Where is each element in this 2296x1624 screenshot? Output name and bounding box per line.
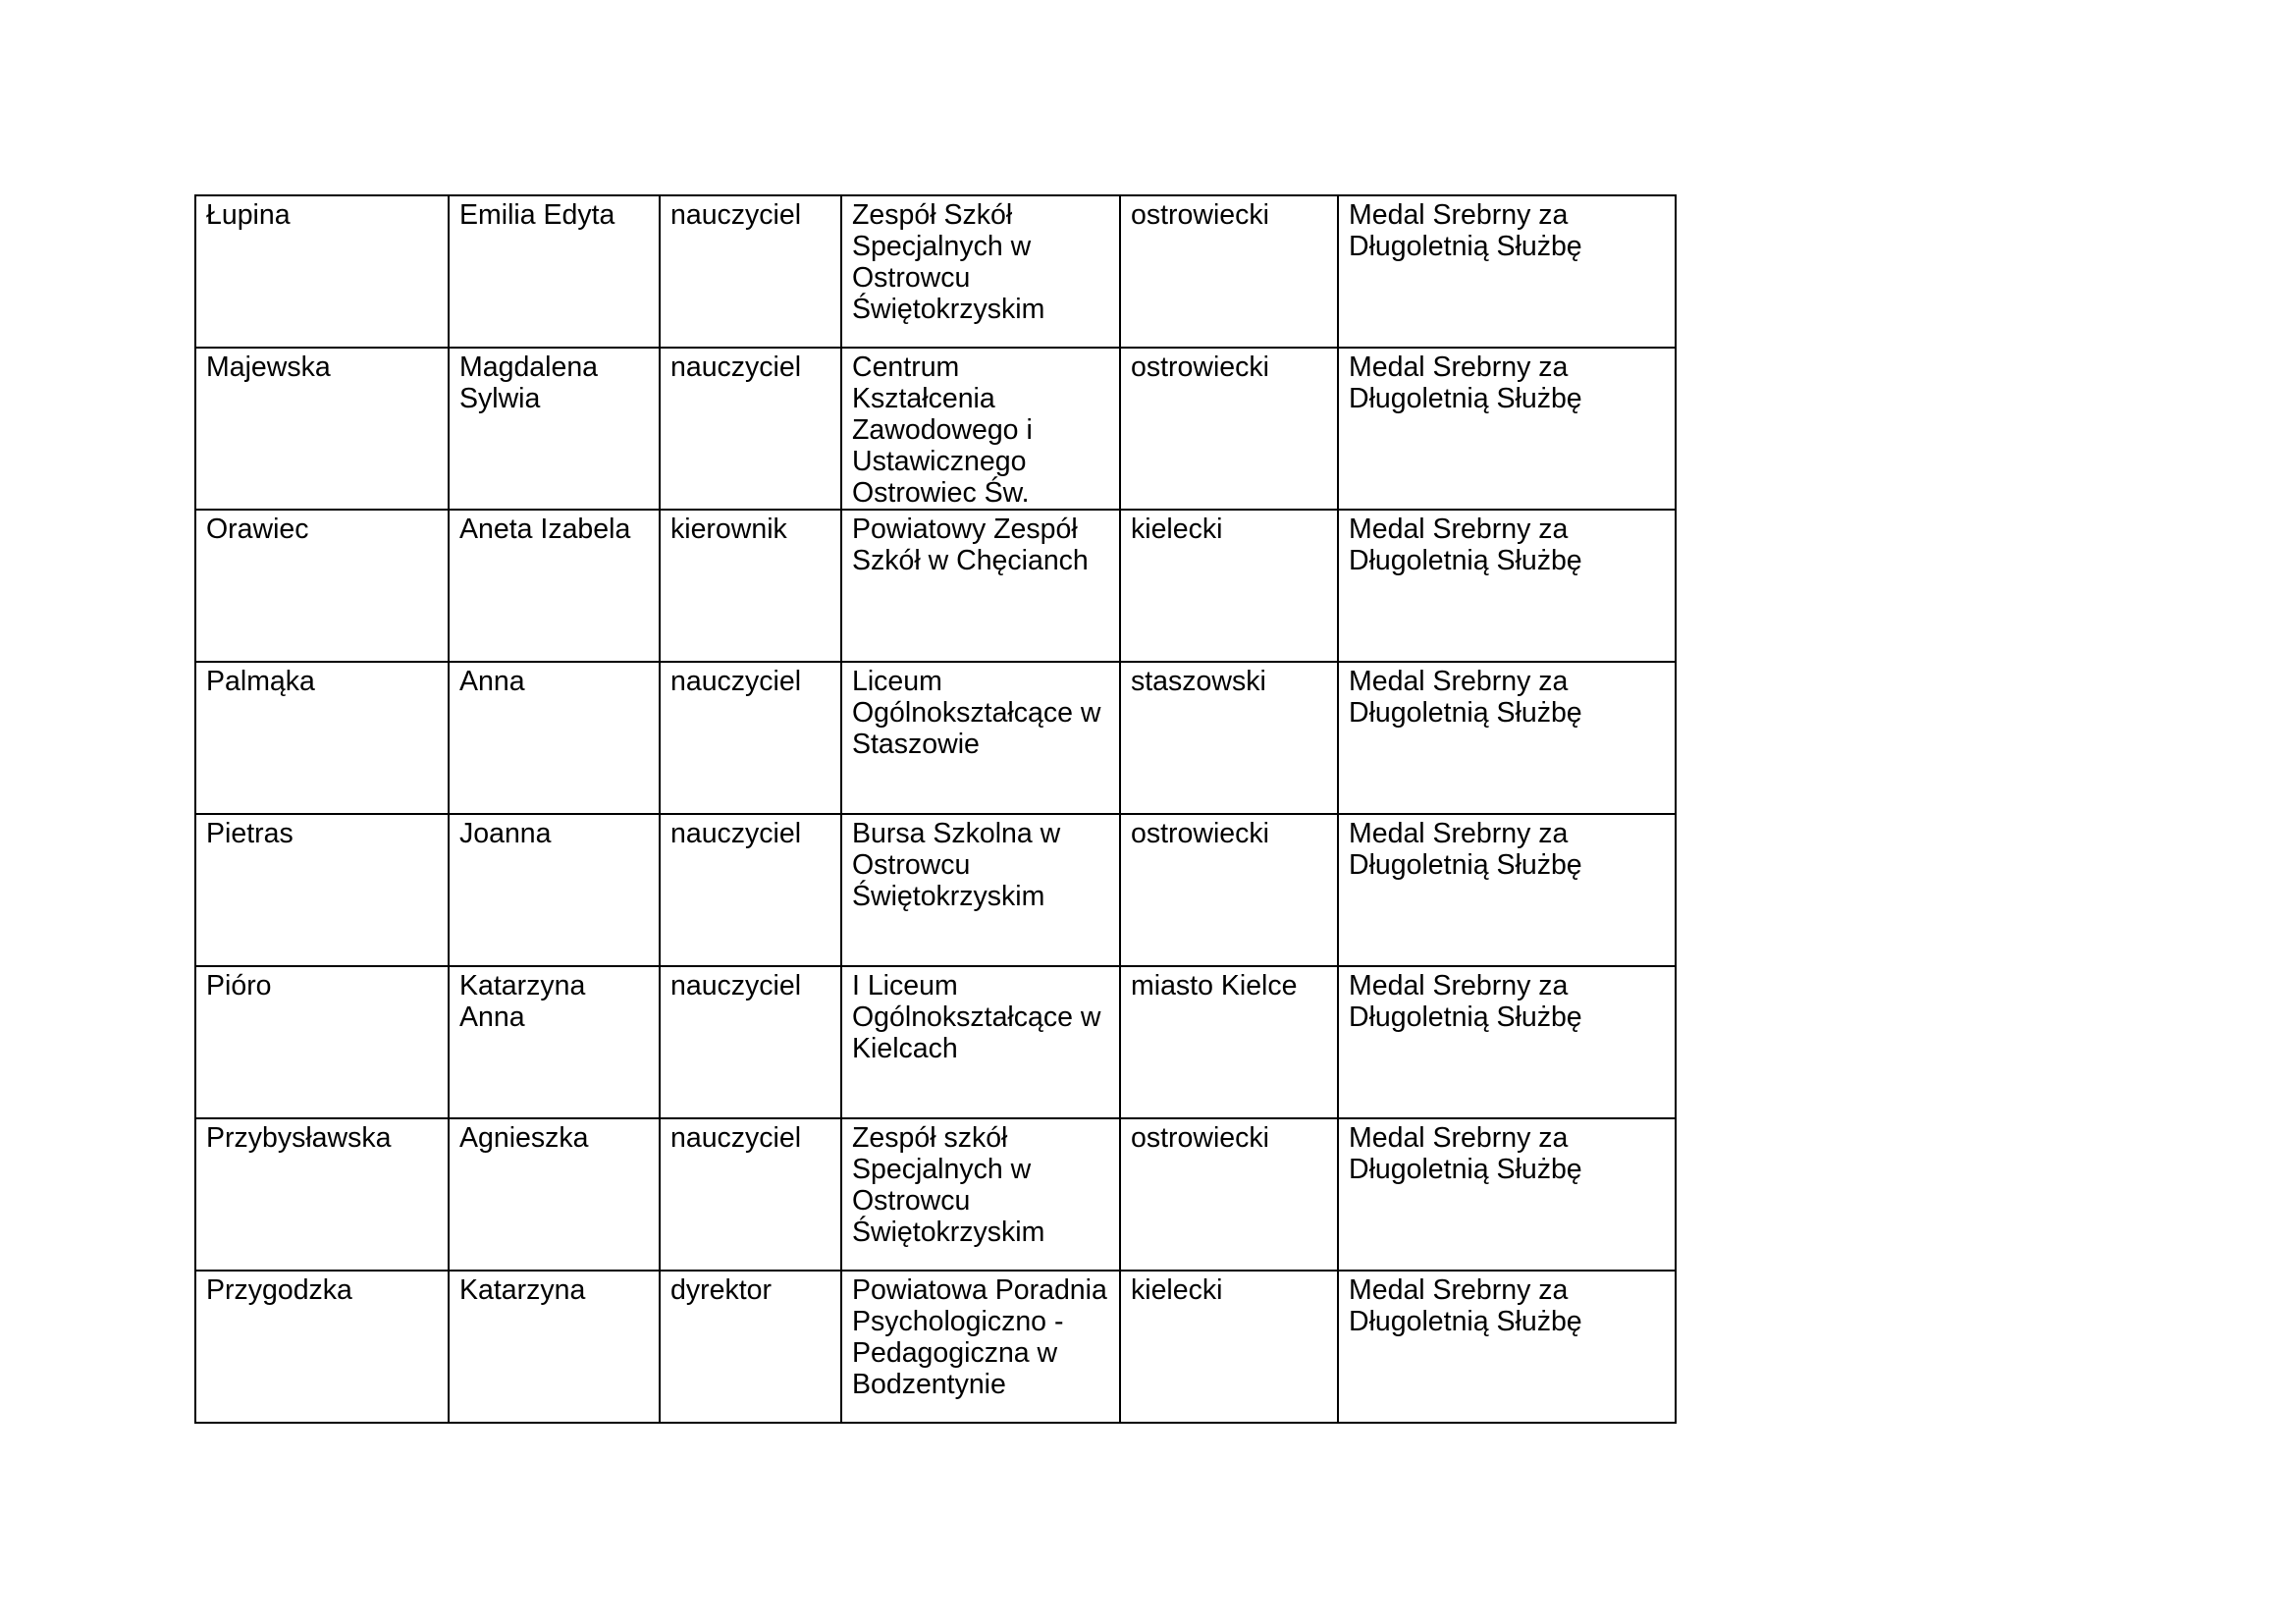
district-text: staszowski — [1131, 666, 1266, 697]
first-names-text: Magdalena Sylwia — [459, 352, 599, 414]
school-cell — [841, 814, 1120, 966]
school-text: Bursa Szkolna w Ostrowcu Świętokrzyskim — [852, 818, 1061, 912]
school-cell — [841, 1271, 1120, 1423]
award-text: Medal Srebrny za Długoletnią Służbę — [1349, 514, 1582, 576]
award-text: Medal Srebrny za Długoletnią Służbę — [1349, 199, 1582, 262]
table-row — [195, 1271, 1676, 1423]
school-text: Centrum Kształcenia Zawodowego i Ustawicznego Ostrowiec Św. — [852, 352, 1033, 509]
first-names-cell — [449, 348, 660, 510]
district-cell — [1120, 1271, 1338, 1423]
position-cell — [660, 510, 841, 662]
school-cell — [841, 966, 1120, 1118]
district-cell — [1120, 662, 1338, 814]
award-text: Medal Srebrny za Długoletnią Służbę — [1349, 970, 1582, 1033]
position-cell — [660, 966, 841, 1118]
district-text: ostrowiecki — [1131, 352, 1269, 383]
position-text: kierownik — [670, 514, 787, 545]
district-text: miasto Kielce — [1131, 970, 1298, 1001]
table-row — [195, 662, 1676, 814]
first-names-cell — [449, 510, 660, 662]
surname-cell — [195, 662, 449, 814]
awards-table-body — [195, 195, 1676, 1423]
position-cell — [660, 195, 841, 348]
position-cell — [660, 662, 841, 814]
school-cell — [841, 662, 1120, 814]
surname-cell — [195, 348, 449, 510]
position-text: nauczyciel — [670, 666, 802, 697]
award-cell — [1338, 966, 1676, 1118]
school-text: Powiatowa Poradnia Psychologiczno - Pedagogiczna w Bodzentynie — [852, 1274, 1107, 1400]
district-cell — [1120, 510, 1338, 662]
first-names-text: Aneta Izabela — [459, 514, 631, 545]
first-names-text: Joanna — [459, 818, 552, 849]
first-names-text: Katarzyna Anna — [459, 970, 586, 1033]
surname-text: Pióro — [206, 970, 272, 1001]
award-cell — [1338, 348, 1676, 510]
position-text: nauczyciel — [670, 199, 802, 231]
first-names-cell — [449, 1271, 660, 1423]
position-text: dyrektor — [670, 1274, 772, 1306]
surname-text: Przybysławska — [206, 1122, 392, 1154]
district-text: ostrowiecki — [1131, 1122, 1269, 1154]
school-text: Liceum Ogólnokształcące w Staszowie — [852, 666, 1101, 760]
table-row — [195, 348, 1676, 510]
school-cell — [841, 195, 1120, 348]
award-text: Medal Srebrny za Długoletnią Służbę — [1349, 818, 1582, 881]
table-row — [195, 814, 1676, 966]
surname-text: Majewska — [206, 352, 331, 383]
surname-text: Łupina — [206, 199, 291, 231]
position-cell — [660, 1271, 841, 1423]
first-names-cell — [449, 966, 660, 1118]
district-text: ostrowiecki — [1131, 199, 1269, 231]
surname-text: Palmąka — [206, 666, 315, 697]
school-text: Zespół Szkół Specjalnych w Ostrowcu Świętokrzyskim — [852, 199, 1045, 325]
position-cell — [660, 348, 841, 510]
award-text: Medal Srebrny za Długoletnią Służbę — [1349, 1122, 1582, 1185]
first-names-cell — [449, 195, 660, 348]
school-text: I Liceum Ogólnokształcące w Kielcach — [852, 970, 1101, 1064]
surname-cell — [195, 1271, 449, 1423]
award-cell — [1338, 1271, 1676, 1423]
award-cell — [1338, 1118, 1676, 1271]
first-names-text: Emilia Edyta — [459, 199, 615, 231]
award-cell — [1338, 195, 1676, 348]
district-cell — [1120, 195, 1338, 348]
school-cell — [841, 1118, 1120, 1271]
surname-cell — [195, 1118, 449, 1271]
award-text: Medal Srebrny za Długoletnią Służbę — [1349, 666, 1582, 729]
position-text: nauczyciel — [670, 1122, 802, 1154]
award-cell — [1338, 510, 1676, 662]
district-text: ostrowiecki — [1131, 818, 1269, 849]
district-text: kielecki — [1131, 514, 1223, 545]
school-text: Powiatowy Zespół Szkół w Chęcianch — [852, 514, 1089, 576]
first-names-text: Anna — [459, 666, 525, 697]
award-text: Medal Srebrny za Długoletnią Służbę — [1349, 352, 1582, 414]
position-text: nauczyciel — [670, 970, 802, 1001]
award-cell — [1338, 662, 1676, 814]
surname-cell — [195, 195, 449, 348]
school-text: Zespół szkół Specjalnych w Ostrowcu Świętokrzyskim — [852, 1122, 1045, 1248]
district-cell — [1120, 814, 1338, 966]
awards-table — [194, 194, 1677, 1424]
surname-cell — [195, 510, 449, 662]
district-cell — [1120, 348, 1338, 510]
first-names-cell — [449, 1118, 660, 1271]
position-text: nauczyciel — [670, 818, 802, 849]
position-text: nauczyciel — [670, 352, 802, 383]
surname-text: Orawiec — [206, 514, 309, 545]
award-cell — [1338, 814, 1676, 966]
table-row — [195, 966, 1676, 1118]
table-row — [195, 1118, 1676, 1271]
first-names-text: Katarzyna — [459, 1274, 586, 1306]
award-text: Medal Srebrny za Długoletnią Służbę — [1349, 1274, 1582, 1337]
table-row — [195, 510, 1676, 662]
first-names-text: Agnieszka — [459, 1122, 589, 1154]
district-text: kielecki — [1131, 1274, 1223, 1306]
position-cell — [660, 814, 841, 966]
table-row — [195, 195, 1676, 348]
district-cell — [1120, 1118, 1338, 1271]
surname-text: Pietras — [206, 818, 294, 849]
first-names-cell — [449, 814, 660, 966]
school-cell — [841, 510, 1120, 662]
first-names-cell — [449, 662, 660, 814]
surname-text: Przygodzka — [206, 1274, 352, 1306]
surname-cell — [195, 814, 449, 966]
district-cell — [1120, 966, 1338, 1118]
surname-cell — [195, 966, 449, 1118]
position-cell — [660, 1118, 841, 1271]
school-cell — [841, 348, 1120, 510]
